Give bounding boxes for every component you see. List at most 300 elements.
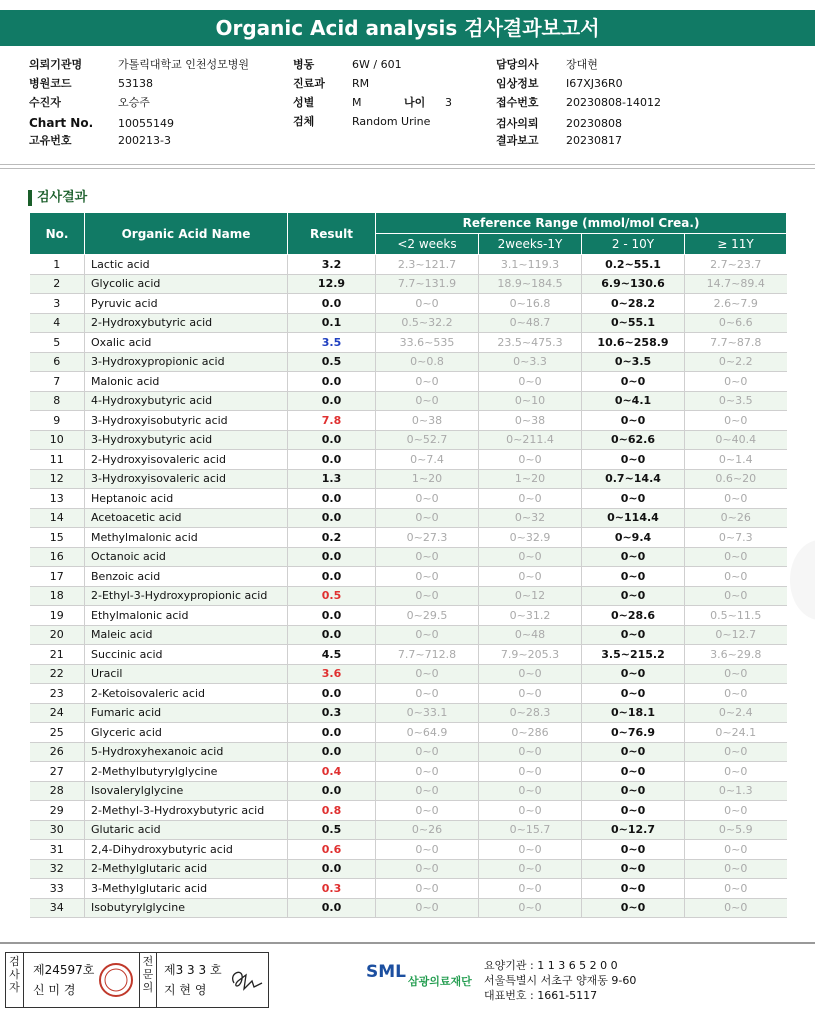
row-no: 9 [30, 411, 85, 431]
doctor-value: 장대현 [566, 58, 598, 71]
row-no: 20 [30, 625, 85, 645]
report-title: Organic Acid analysis 검사결과보고서 [0, 10, 815, 46]
ref-col-header: 2 - 10Y [582, 234, 685, 255]
row-no: 13 [30, 489, 85, 509]
row-ref-11y: 0~0 [685, 879, 787, 899]
tester-no: 제24597호 [33, 963, 95, 977]
row-ref-11y: 0~40.4 [685, 430, 787, 450]
row-result: 3.5 [288, 333, 376, 353]
section-title: 검사결과 [28, 190, 87, 206]
table-row [30, 859, 787, 879]
col-no-header: No. [30, 213, 85, 255]
row-ref-2-10y: 0~0 [582, 879, 685, 899]
row-result: 0.0 [288, 898, 376, 918]
row-ref-2-10y: 0~0 [582, 801, 685, 821]
row-ref-2-10y: 0~0 [582, 450, 685, 470]
specimen-value: Random Urine [352, 115, 431, 128]
ref-col-header: <2 weeks [376, 234, 479, 255]
row-ref-2w-1y: 0~16.8 [479, 294, 582, 314]
address-block [484, 958, 636, 1003]
row-ref-2-10y: 0~9.4 [582, 528, 685, 548]
row-ref-2-10y: 0~18.1 [582, 703, 685, 723]
row-no: 5 [30, 333, 85, 353]
chart-label: Chart No. [29, 116, 94, 130]
doctor-label: 담당의사 [496, 58, 539, 71]
row-name: 2,4-Dihydroxybutyric acid [85, 840, 288, 860]
row-ref-2w-1y: 0~32.9 [479, 528, 582, 548]
row-ref-2-10y: 0~28.6 [582, 606, 685, 626]
tester-seal-icon [98, 962, 134, 998]
patient-label: 수진자 [29, 96, 61, 109]
row-ref-2w-1y: 0~0 [479, 450, 582, 470]
row-result: 0.4 [288, 762, 376, 782]
row-result: 4.5 [288, 645, 376, 665]
table-row [30, 411, 787, 431]
row-name: 3-Hydroxybutyric acid [85, 430, 288, 450]
row-ref-11y: 0~2.2 [685, 352, 787, 372]
table-row [30, 820, 787, 840]
row-ref-2-10y: 0~0 [582, 684, 685, 704]
table-row [30, 450, 787, 470]
row-ref-under-2w: 0.5~32.2 [376, 313, 479, 333]
row-no: 7 [30, 372, 85, 392]
sex-value: M [352, 96, 362, 109]
row-ref-under-2w: 33.6~535 [376, 333, 479, 353]
institution-value: 가톨릭대학교 인천성모병원 [118, 58, 250, 71]
row-name: 3-Hydroxyisobutyric acid [85, 411, 288, 431]
ref-col-header: ≥ 11Y [685, 234, 787, 255]
row-result: 12.9 [288, 274, 376, 294]
row-name: 2-Ketoisovaleric acid [85, 684, 288, 704]
row-ref-under-2w: 0~0 [376, 684, 479, 704]
row-name: 2-Hydroxyisovaleric acid [85, 450, 288, 470]
row-no: 21 [30, 645, 85, 665]
row-result: 3.6 [288, 664, 376, 684]
row-ref-2w-1y: 18.9~184.5 [479, 274, 582, 294]
row-name: 2-Ethyl-3-Hydroxypropionic acid [85, 586, 288, 606]
table-row [30, 684, 787, 704]
row-name: 4-Hydroxybutyric acid [85, 391, 288, 411]
report-value: 20230817 [566, 134, 622, 147]
row-name: Glyceric acid [85, 723, 288, 743]
table-row [30, 898, 787, 918]
row-no: 34 [30, 898, 85, 918]
table-row [30, 723, 787, 743]
phone: 대표번호 : 1661-5117 [484, 989, 598, 1002]
row-result: 7.8 [288, 411, 376, 431]
specialist-vlabel: 전문의 [139, 953, 157, 1007]
row-ref-under-2w: 0~0 [376, 372, 479, 392]
row-ref-11y: 0~0 [685, 664, 787, 684]
row-ref-2w-1y: 0~0 [479, 567, 582, 587]
row-name: 3-Hydroxyisovaleric acid [85, 469, 288, 489]
row-ref-2w-1y: 0~10 [479, 391, 582, 411]
row-no: 19 [30, 606, 85, 626]
hospital-code-label: 병원코드 [29, 77, 72, 90]
row-ref-11y: 7.7~87.8 [685, 333, 787, 353]
row-ref-under-2w: 0~7.4 [376, 450, 479, 470]
col-ref-header: Reference Range (mmol/mol Crea.) [376, 213, 787, 234]
row-no: 27 [30, 762, 85, 782]
row-ref-11y: 0.6~20 [685, 469, 787, 489]
divider [0, 164, 815, 165]
row-no: 6 [30, 352, 85, 372]
table-row [30, 508, 787, 528]
table-row [30, 255, 787, 275]
row-no: 24 [30, 703, 85, 723]
row-result: 3.2 [288, 255, 376, 275]
dept-value: RM [352, 77, 370, 90]
row-ref-under-2w: 0~29.5 [376, 606, 479, 626]
divider [0, 942, 815, 944]
row-ref-under-2w: 0~0 [376, 898, 479, 918]
row-ref-2w-1y: 0~0 [479, 762, 582, 782]
row-ref-2-10y: 0~55.1 [582, 313, 685, 333]
row-ref-11y: 0~0 [685, 586, 787, 606]
row-ref-2-10y: 0~0 [582, 567, 685, 587]
request-value: 20230808 [566, 117, 622, 130]
row-no: 28 [30, 781, 85, 801]
row-ref-11y: 0~3.5 [685, 391, 787, 411]
row-ref-11y: 0~0 [685, 372, 787, 392]
row-ref-2-10y: 0~76.9 [582, 723, 685, 743]
table-row [30, 372, 787, 392]
row-name: Acetoacetic acid [85, 508, 288, 528]
table-row [30, 313, 787, 333]
row-ref-2w-1y: 0~0 [479, 840, 582, 860]
table-row [30, 840, 787, 860]
ref-col-header: 2weeks-1Y [479, 234, 582, 255]
row-name: Ethylmalonic acid [85, 606, 288, 626]
row-ref-2-10y: 10.6~258.9 [582, 333, 685, 353]
row-ref-11y: 0.5~11.5 [685, 606, 787, 626]
table-row [30, 664, 787, 684]
row-name: Uracil [85, 664, 288, 684]
row-ref-2-10y: 0~0 [582, 664, 685, 684]
row-no: 11 [30, 450, 85, 470]
row-no: 33 [30, 879, 85, 899]
row-name: Benzoic acid [85, 567, 288, 587]
row-ref-11y: 0~26 [685, 508, 787, 528]
row-result: 0.2 [288, 528, 376, 548]
row-ref-2w-1y: 0~32 [479, 508, 582, 528]
signature-icon [226, 965, 266, 995]
row-ref-2-10y: 0~0 [582, 372, 685, 392]
row-name: Pyruvic acid [85, 294, 288, 314]
row-ref-2-10y: 0.2~55.1 [582, 255, 685, 275]
row-ref-under-2w: 0~0 [376, 586, 479, 606]
row-name: 3-Methylglutaric acid [85, 879, 288, 899]
row-result: 0.0 [288, 781, 376, 801]
row-ref-2-10y: 0~12.7 [582, 820, 685, 840]
sml-logo-text: 삼광의료재단 [408, 975, 472, 988]
row-ref-11y: 0~0 [685, 840, 787, 860]
row-ref-11y: 0~0 [685, 547, 787, 567]
unique-value: 200213-3 [118, 134, 171, 147]
row-no: 23 [30, 684, 85, 704]
table-row [30, 879, 787, 899]
dept-label: 진료과 [293, 77, 325, 90]
row-ref-2-10y: 0~0 [582, 781, 685, 801]
care-number: 요양기관 : 1 1 3 6 5 2 0 0 [484, 959, 618, 972]
row-no: 8 [30, 391, 85, 411]
row-name: 5-Hydroxyhexanoic acid [85, 742, 288, 762]
row-ref-2w-1y: 0~0 [479, 781, 582, 801]
row-name: 2-Methylbutyrylglycine [85, 762, 288, 782]
row-ref-2w-1y: 0~3.3 [479, 352, 582, 372]
row-name: Methylmalonic acid [85, 528, 288, 548]
table-row [30, 586, 787, 606]
row-name: Oxalic acid [85, 333, 288, 353]
row-name: Succinic acid [85, 645, 288, 665]
row-result: 0.6 [288, 840, 376, 860]
row-ref-2w-1y: 0~0 [479, 664, 582, 684]
tester-name: 신 미 경 [33, 983, 76, 997]
row-no: 18 [30, 586, 85, 606]
table-row [30, 742, 787, 762]
row-ref-under-2w: 1~20 [376, 469, 479, 489]
row-name: Lactic acid [85, 255, 288, 275]
row-ref-under-2w: 0~0 [376, 567, 479, 587]
row-no: 10 [30, 430, 85, 450]
row-ref-11y: 0~1.3 [685, 781, 787, 801]
row-no: 16 [30, 547, 85, 567]
row-ref-2-10y: 0~0 [582, 489, 685, 509]
row-no: 26 [30, 742, 85, 762]
request-label: 검사의뢰 [496, 117, 539, 130]
row-result: 1.3 [288, 469, 376, 489]
row-ref-11y: 0~2.4 [685, 703, 787, 723]
row-ref-under-2w: 0~0 [376, 801, 479, 821]
row-ref-2-10y: 0~0 [582, 625, 685, 645]
row-result: 0.3 [288, 879, 376, 899]
row-ref-2w-1y: 0~0 [479, 898, 582, 918]
row-ref-under-2w: 0~26 [376, 820, 479, 840]
row-result: 0.0 [288, 742, 376, 762]
row-ref-11y: 2.6~7.9 [685, 294, 787, 314]
ward-label: 병동 [293, 58, 315, 71]
row-result: 0.0 [288, 547, 376, 567]
row-ref-2w-1y: 0~0 [479, 684, 582, 704]
row-ref-2w-1y: 0~0 [479, 879, 582, 899]
row-ref-11y: 0~0 [685, 859, 787, 879]
row-result: 0.0 [288, 489, 376, 509]
row-ref-11y: 0~0 [685, 762, 787, 782]
row-name: Glycolic acid [85, 274, 288, 294]
row-ref-2-10y: 0~4.1 [582, 391, 685, 411]
table-row [30, 645, 787, 665]
table-row [30, 625, 787, 645]
row-ref-under-2w: 7.7~131.9 [376, 274, 479, 294]
row-result: 0.0 [288, 294, 376, 314]
row-no: 15 [30, 528, 85, 548]
table-row [30, 567, 787, 587]
row-ref-2-10y: 0~3.5 [582, 352, 685, 372]
row-ref-under-2w: 7.7~712.8 [376, 645, 479, 665]
row-ref-under-2w: 0~0 [376, 391, 479, 411]
row-ref-11y: 0~7.3 [685, 528, 787, 548]
table-row [30, 333, 787, 353]
row-no: 1 [30, 255, 85, 275]
row-ref-2w-1y: 0~286 [479, 723, 582, 743]
table-row [30, 762, 787, 782]
row-ref-2-10y: 6.9~130.6 [582, 274, 685, 294]
row-name: Isobutyrylglycine [85, 898, 288, 918]
row-ref-under-2w: 0~0 [376, 547, 479, 567]
row-ref-11y: 0~12.7 [685, 625, 787, 645]
row-ref-2-10y: 0~62.6 [582, 430, 685, 450]
row-ref-2-10y: 0.7~14.4 [582, 469, 685, 489]
receipt-value: 20230808-14012 [566, 96, 661, 109]
age-value: 3 [445, 96, 452, 109]
row-ref-2w-1y: 7.9~205.3 [479, 645, 582, 665]
row-result: 0.1 [288, 313, 376, 333]
row-ref-2-10y: 0~0 [582, 840, 685, 860]
row-ref-2w-1y: 0~31.2 [479, 606, 582, 626]
row-ref-2w-1y: 0~15.7 [479, 820, 582, 840]
row-result: 0.0 [288, 684, 376, 704]
col-name-header: Organic Acid Name [85, 213, 288, 255]
results-table [29, 212, 787, 918]
row-ref-2-10y: 0~0 [582, 859, 685, 879]
report-label: 결과보고 [496, 134, 539, 147]
row-result: 0.5 [288, 820, 376, 840]
unique-label: 고유번호 [29, 134, 72, 147]
row-name: 3-Hydroxypropionic acid [85, 352, 288, 372]
table-row [30, 547, 787, 567]
row-ref-under-2w: 0~0.8 [376, 352, 479, 372]
table-row [30, 294, 787, 314]
table-row [30, 430, 787, 450]
row-result: 0.0 [288, 430, 376, 450]
row-name: Isovalerylglycine [85, 781, 288, 801]
row-ref-under-2w: 0~0 [376, 762, 479, 782]
row-ref-2-10y: 0~0 [582, 586, 685, 606]
age-label: 나이 [404, 96, 426, 109]
row-no: 17 [30, 567, 85, 587]
row-ref-under-2w: 0~27.3 [376, 528, 479, 548]
table-row [30, 489, 787, 509]
row-ref-under-2w: 0~38 [376, 411, 479, 431]
row-no: 22 [30, 664, 85, 684]
row-ref-2w-1y: 0~0 [479, 801, 582, 821]
signature-box [5, 952, 269, 1008]
row-ref-11y: 0~0 [685, 742, 787, 762]
row-no: 29 [30, 801, 85, 821]
table-row [30, 352, 787, 372]
clinical-value: I67XJ36R0 [566, 77, 623, 90]
table-row [30, 703, 787, 723]
hospital-code-value: 53138 [118, 77, 153, 90]
row-ref-under-2w: 0~0 [376, 294, 479, 314]
row-ref-2w-1y: 1~20 [479, 469, 582, 489]
row-name: 2-Hydroxybutyric acid [85, 313, 288, 333]
row-result: 0.8 [288, 801, 376, 821]
row-ref-under-2w: 0~0 [376, 489, 479, 509]
row-ref-11y: 0~0 [685, 801, 787, 821]
chart-value: 10055149 [118, 117, 174, 130]
row-name: 2-Methylglutaric acid [85, 859, 288, 879]
row-ref-2w-1y: 23.5~475.3 [479, 333, 582, 353]
row-ref-2w-1y: 0~0 [479, 547, 582, 567]
row-ref-2-10y: 0~114.4 [582, 508, 685, 528]
clinical-label: 임상정보 [496, 77, 539, 90]
row-ref-11y: 2.7~23.7 [685, 255, 787, 275]
row-result: 0.3 [288, 703, 376, 723]
row-ref-under-2w: 0~0 [376, 781, 479, 801]
row-ref-2-10y: 0~28.2 [582, 294, 685, 314]
row-ref-2w-1y: 0~48.7 [479, 313, 582, 333]
table-row [30, 391, 787, 411]
row-ref-2w-1y: 0~12 [479, 586, 582, 606]
row-name: Octanoic acid [85, 547, 288, 567]
address: 서울특별시 서초구 양재동 9-60 [484, 974, 637, 987]
table-row [30, 801, 787, 821]
institution-label: 의뢰기관명 [29, 58, 83, 71]
watermark [790, 540, 815, 620]
row-ref-11y: 0~0 [685, 489, 787, 509]
specialist-name: 지 현 영 [164, 983, 207, 997]
divider [0, 168, 815, 169]
row-no: 14 [30, 508, 85, 528]
row-ref-2w-1y: 0~0 [479, 372, 582, 392]
row-result: 0.0 [288, 723, 376, 743]
table-row [30, 469, 787, 489]
row-result: 0.0 [288, 372, 376, 392]
row-no: 12 [30, 469, 85, 489]
row-ref-2-10y: 0~0 [582, 411, 685, 431]
row-ref-2-10y: 0~0 [582, 742, 685, 762]
row-result: 0.0 [288, 508, 376, 528]
row-name: 2-Methyl-3-Hydroxybutyric acid [85, 801, 288, 821]
row-ref-2w-1y: 0~48 [479, 625, 582, 645]
ward-value: 6W / 601 [352, 58, 402, 71]
tester-vlabel: 검사자 [6, 953, 24, 1007]
row-ref-2w-1y: 0~38 [479, 411, 582, 431]
row-result: 0.0 [288, 859, 376, 879]
row-no: 30 [30, 820, 85, 840]
row-name: Fumaric acid [85, 703, 288, 723]
col-result-header: Result [288, 213, 376, 255]
row-ref-11y: 0~0 [685, 567, 787, 587]
row-ref-11y: 0~5.9 [685, 820, 787, 840]
row-no: 32 [30, 859, 85, 879]
row-no: 3 [30, 294, 85, 314]
table-row [30, 606, 787, 626]
row-ref-under-2w: 0~0 [376, 664, 479, 684]
table-row [30, 274, 787, 294]
row-no: 31 [30, 840, 85, 860]
row-ref-2w-1y: 0~0 [479, 742, 582, 762]
row-ref-11y: 14.7~89.4 [685, 274, 787, 294]
receipt-label: 접수번호 [496, 96, 539, 109]
row-ref-under-2w: 0~64.9 [376, 723, 479, 743]
row-ref-under-2w: 0~33.1 [376, 703, 479, 723]
row-ref-under-2w: 0~0 [376, 625, 479, 645]
row-ref-2-10y: 3.5~215.2 [582, 645, 685, 665]
row-ref-2-10y: 0~0 [582, 762, 685, 782]
table-row [30, 528, 787, 548]
row-ref-2w-1y: 0~0 [479, 489, 582, 509]
row-ref-11y: 0~0 [685, 684, 787, 704]
row-ref-2w-1y: 0~211.4 [479, 430, 582, 450]
table-row [30, 781, 787, 801]
row-ref-11y: 0~24.1 [685, 723, 787, 743]
specialist-no: 제3 3 3 호 [164, 963, 222, 977]
row-ref-11y: 0~0 [685, 411, 787, 431]
row-ref-2w-1y: 0~0 [479, 859, 582, 879]
row-no: 2 [30, 274, 85, 294]
